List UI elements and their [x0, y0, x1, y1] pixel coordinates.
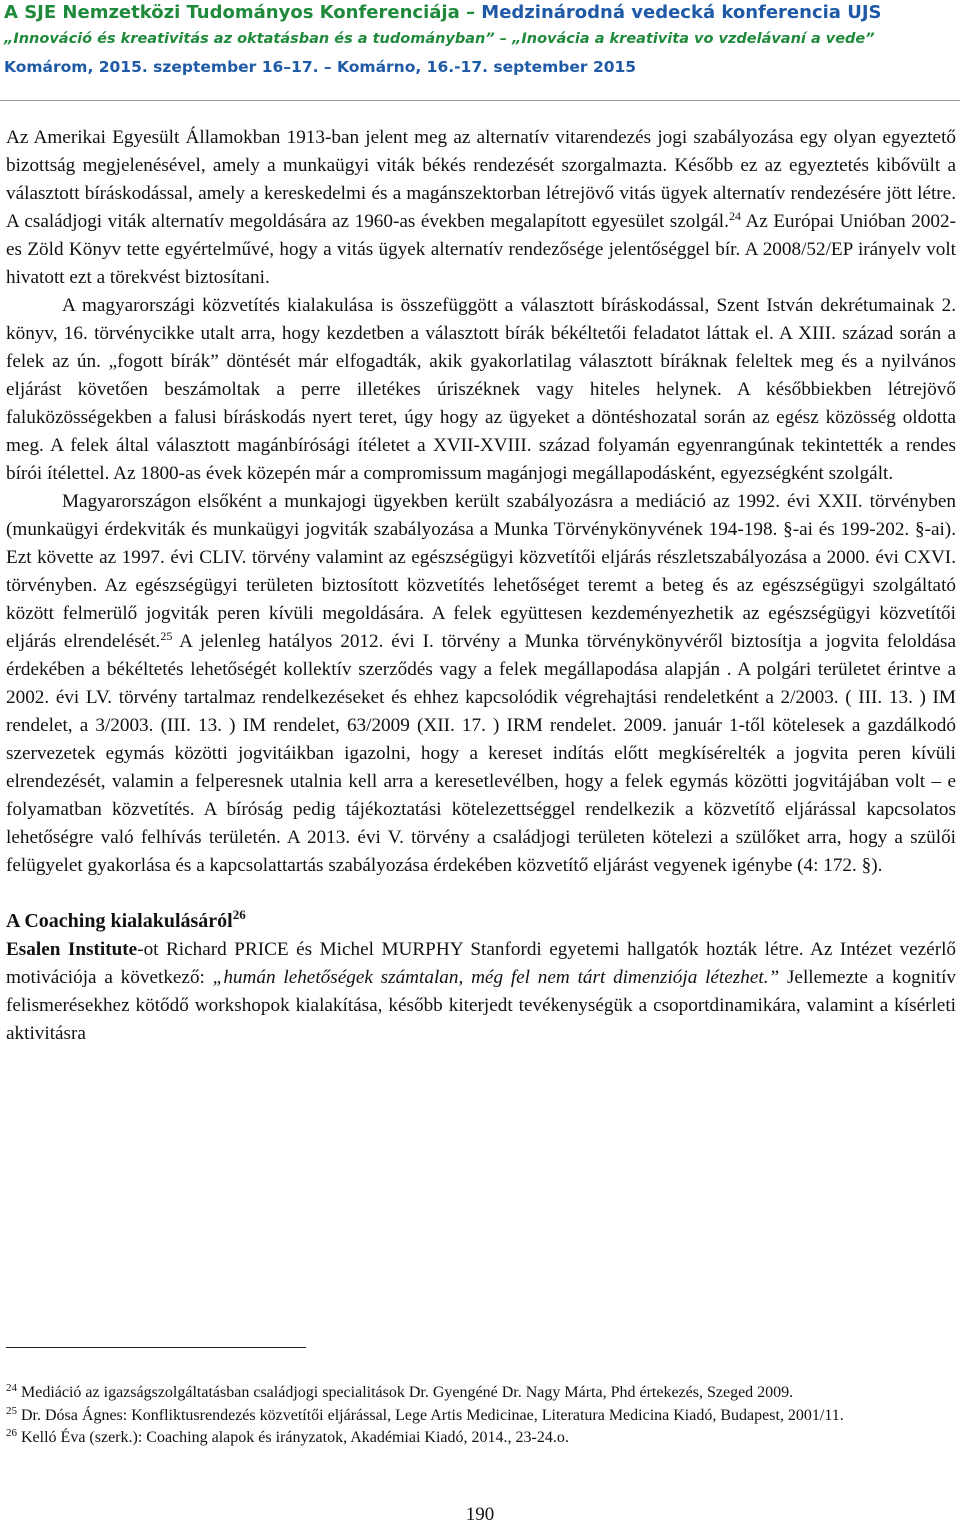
- footnote-26-number: 26: [6, 1427, 17, 1439]
- conference-header: [0, 0, 960, 104]
- paragraph-1: [6, 124, 956, 292]
- paragraph-4: [6, 936, 956, 1048]
- footnote-ref-26: 26: [232, 907, 246, 922]
- section-heading: [6, 906, 956, 936]
- paragraph-1-tail: Az Európai Unióban 2002-es Zöld Könyv tette egyértelművé, hogy a vitás ügyek alternatív rendezősége jelentőséggel bír. A 2008/52/EP irányelv volt hivatott ezt a törekvést biztosítani.: [6, 211, 956, 288]
- conference-title-sk: Medzinárodná vedecká konferencia UJS: [481, 2, 882, 23]
- footnote-24-text: Mediáció az igazságszolgáltatásban családjogi specialitások Dr. Gyengéné Dr. Nagy Márta, Phd értekezés, Szeged 2009.: [17, 1384, 794, 1401]
- footnote-26-text: Kelló Éva (szerk.): Coaching alapok és irányzatok, Akadémiai Kiadó, 2014., 23-24.o.: [17, 1429, 569, 1446]
- paragraph-4-text: -ot Richard PRICE és Michel MURPHY Stanfordi egyetemi hallgatók hozták létre. Az Intézet vezérlő motivációja a következő:: [6, 939, 957, 988]
- conference-title: [4, 2, 882, 23]
- paragraph-3: [6, 488, 956, 880]
- footnote-25-number: 25: [6, 1404, 17, 1417]
- footnote-separator: [6, 1347, 306, 1348]
- footnote-26: [6, 1427, 941, 1450]
- conference-title-hu: A SJE Nemzetközi Tudományos Konferenciája: [4, 2, 460, 23]
- paragraph-2: A magyarországi közvetítés kialakulása is összefüggött a választott bíráskodással, Szent István dekrétumainak 2. könyv, 16. törvénycikke utalt arra, hogy kezdetben a választott bírák békéltetői feladatot láttak el. A XIII. század során a felek az ún. „fogott bírák” döntését már elfogadták, akik gyakorlatilag választott bíráknak feleltek meg és a nyilvános eljárást követően beszámoltak a perre illetékes úriszéknek vagy hiteles helynek. A későbbiekben létrejövő faluközösségekben a falusi bíráskodás nyert teret, úgy hogy az ügyeket a döntéshozatal során az egész közösség oldotta meg. A felek által választott magánbírósági ítéletet a XVII-XVIII. század folyamán egyenrangúnak tekintették a rendes bírói ítélettel. Az 1800-as évek közepén már a compromissum magánjogi megállapodásként, egyezségként szolgált.: [6, 295, 956, 484]
- conference-title-dash: –: [466, 2, 476, 23]
- esalen-institute-name: Esalen Institute: [6, 939, 138, 960]
- page-number: 190: [465, 1504, 495, 1525]
- header-divider: [0, 100, 960, 101]
- footnote-25-text: Dr. Dósa Ágnes: Konfliktusrendezés közvetítői eljárással, Lege Artis Medicinae, Literatura Medicina Kiadó, Budapest, 2001/11.: [17, 1406, 844, 1424]
- paragraph-3-tail: A jelenleg hatályos 2012. évi I. törvény a Munka törvénykönyvéről biztosítja a jogvita feloldása érdekében a békéltetés lehetőségét kollektív szerződés vagy a felek megállapodása alapján . A polgári területet érintve a 2002. évi LV. törvény tartalmaz rendelkezéseket és ehhez kapcsolódik végrehajtási rendeletként a 2/2003. ( III. 13. ) IM rendelet, a 3/2003. (III. 13. ) IM rendelet, 63/2009 (XII. 17. ) IRM rendelet. 2009. január 1-től kötelesek a gazdálkodó szervezetek egymás közötti jogvitáikban igazolni, hogy a kereset indítás előtt megkísérelték a jogvita peren kívüli elrendezését, valamin a felperesnek utalnia kell arra a keresetlevélben, hogy a felek egymás közötti jogvitájában volt – e folyamatban közvetítés. A bíróság pedig tájékoztatási kötelezettséggel rendelkezik a közvetítő eljárással kapcsolatos lehetőségre való felhívás területén. A 2013. évi V. törvény a családjogi területen kötelezi a szülőket arra, hogy a szülői felügyelet gyakorlása és a kapcsolattartás szabályozása érdekében közvetítő eljárást vegyenek igénybe (4: 172. §).: [6, 631, 957, 876]
- footnote-ref-24: 24: [728, 209, 741, 223]
- paragraph-3-text: Magyarországon elsőként a munkajogi ügyekben került szabályozásra a mediáció az 1992. évi XXII. törvényben (munkaügyi érdekviták és munkaügyi jogviták szabályozása a Munka Törvénykönyvének 194-198. §-ai és 199-202. §-ai). Ezt követte az 1997. évi CLIV. törvény valamint az egészségügyi közvetítői eljárás részletszabályozása a 2000. évi CXVI. törvényben. Az egészségügyi területen biztosított közvetítés lehetőséget teremt a beteg és az egészségügyi szolgáltató között felmerülő jogviták peren kívüli megoldására. A felek együttesen kezdeményezhetik az egészségügyi közvetítői eljárás elrendelését.: [6, 491, 956, 652]
- footnote-24: [6, 1382, 941, 1405]
- conference-date-line: Komárom, 2015. szeptember 16–17. – Komárno, 16.-17. september 2015: [4, 58, 637, 76]
- footnote-ref-25: 25: [160, 629, 173, 643]
- paragraph-4-tail: Jellemezte a kognitív felismerésekhez kötődő workshopok kialakítása, később kiterjedt tevékenységük a csoportdinamikára, valamint a kísérleti aktivitásra: [6, 967, 956, 1044]
- paragraph-4-quote: „humán lehetőségek számtalan, még fel nem tárt dimenziója létezhet.”: [212, 967, 780, 988]
- paragraph-1-text: Az Amerikai Egyesült Államokban 1913-ban jelent meg az alternatív vitarendezés jogi szabályozása egy olyan egyeztető bizottság megjelenésével, amely a munkaügyi viták békés rendezését szorgalmazta. Később ez az egyeztetés kibővült a választott bíráskodással, amely a kereskedelmi és a magánszektorban létrejövő vitás ügyek alternatív rendezésére jött létre. A családjogi viták alternatív megoldására az 1960-as években megalapított egyesület szolgál.: [6, 127, 956, 232]
- page-body: [6, 124, 956, 1048]
- footnote-25: [6, 1405, 941, 1428]
- footnotes: [6, 1382, 941, 1450]
- conference-subtitle: „Innováció és kreativitás az oktatásban és a tudományban” – „Inovácia a kreativita vo vzdelávaní a vede”: [4, 31, 875, 47]
- footnote-24-number: 24: [6, 1382, 17, 1394]
- section-heading-text: A Coaching kialakulásáról: [6, 910, 233, 932]
